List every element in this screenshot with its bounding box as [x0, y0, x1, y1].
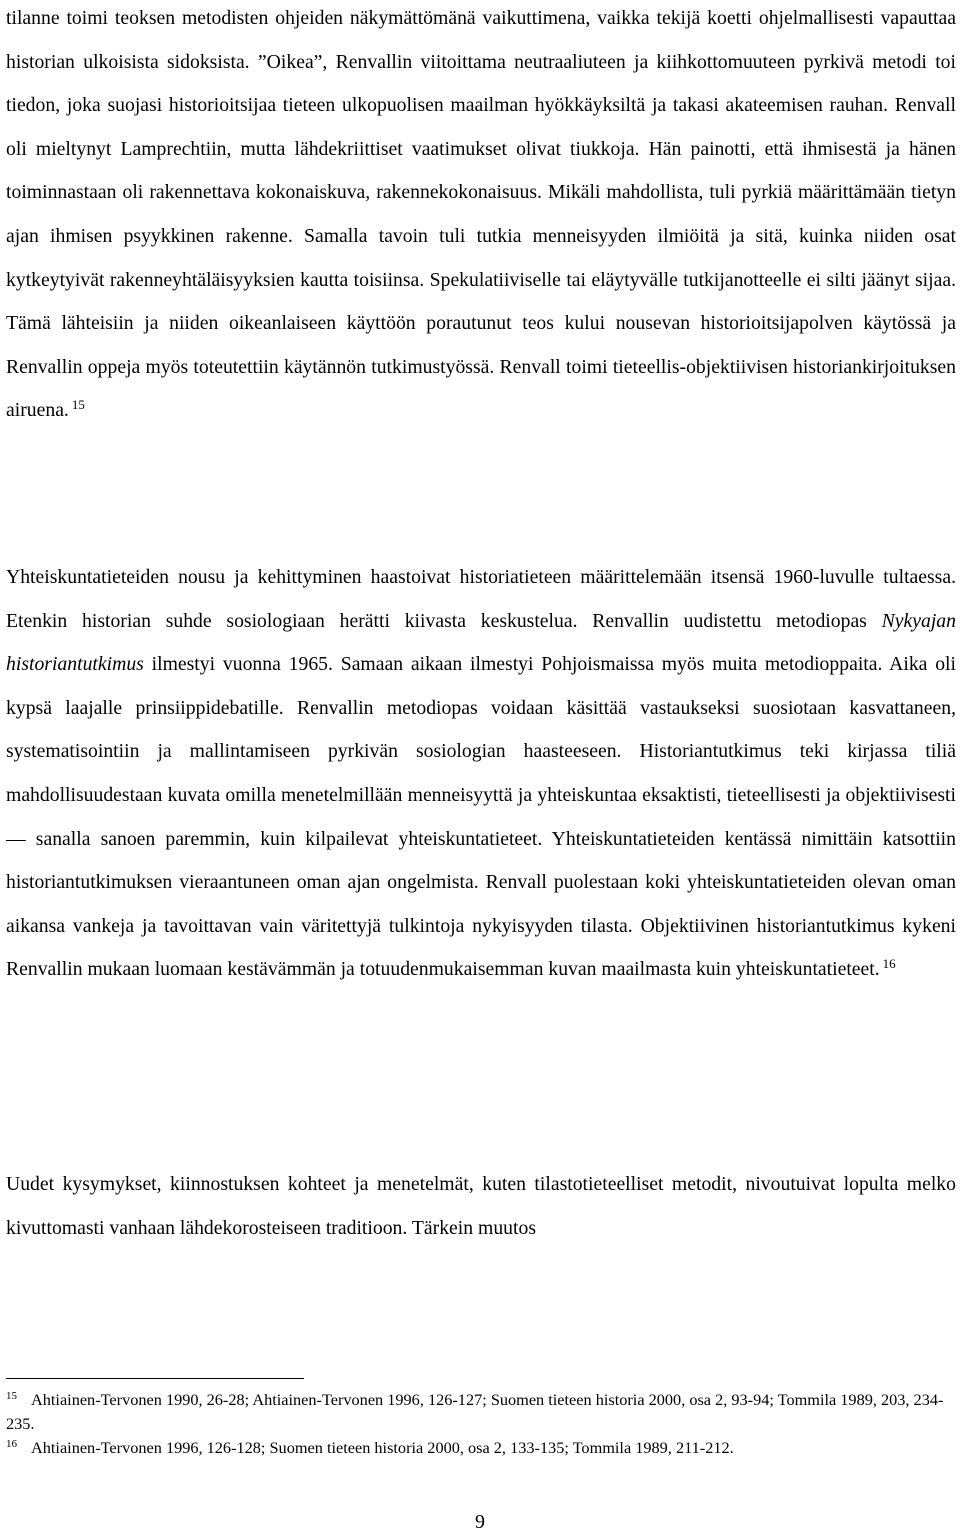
footnote-15 — [6, 1388, 954, 1436]
footnote-text: Ahtiainen-Tervonen 1996, 126-128; Suomen tieteen historia 2000, osa 2, 133-135; Tommila 1989, 211-212. — [31, 1438, 734, 1457]
paragraph-2-text-a: Yhteiskuntatieteiden nousu ja kehittyminen haastoivat historiatieteen määrittelemään itsensä 1960-luvulle tultaessa. Etenkin historian suhde sosiologiaan herätti kiivasta keskustelua. Renvallin uudistettu metodiopas — [6, 566, 956, 632]
footnote-ref-15[interactable]: 15 — [71, 396, 85, 412]
book-title: Nykyajan historiantutkimus — [6, 609, 956, 676]
paragraph-3-text: Uudet kysymykset, kiinnostuksen kohteet ja menetelmät, kuten tilastotieteelliset metodit, nivoutuivat lopulta melko kivuttomasti vanhaan lähdekorosteiseen traditioon. Tärkein muutos — [6, 1173, 956, 1239]
footnote-number: 15 — [6, 1389, 17, 1402]
footnote-number: 16 — [6, 1437, 17, 1450]
footnote-ref-16[interactable]: 16 — [882, 955, 896, 971]
paragraph-3 — [6, 1163, 956, 1250]
footnote-text: Ahtiainen-Tervonen 1990, 26-28; Ahtiainen-Tervonen 1996, 126-127; Suomen tieteen historia 2000, osa 2, 93-94; Tommila 1989, 203, 234-235. — [6, 1390, 944, 1433]
paragraph-1-text: tilanne toimi teoksen metodisten ohjeiden näkymättömänä vaikuttimena, vaikka tekijä koetti ohjelmallisesti vapauttaa historian ulkoisista sidoksista. ”Oikea”, Renvallin viitoittama neutraaliuteen ja kiihkottomuuteen pyrkivä metodi toi tiedon, joka suojasi historioitsijaa tieteen ulkopuolisen maailman hyökkäyksiltä ja takasi akateemisen rauhan. Renvall oli mieltynyt Lamprechtiin, mutta lähdekriittiset vaatimukset olivat tiukkoja. Hän painotti, että ihmisestä ja hänen toiminnastaan oli rakennettava kokonaiskuva, rakennekokonaisuus. Mikäli mahdollista, tuli pyrkiä määrittämään tietyn ajan ihmisen psyykkinen rakenne. Samalla tavoin tuli tutkia menneisyyden ilmiöitä ja sitä, kuinka niiden osat kytkeytyivät rakenneyhtäläisyyksien kautta toisiinsa. Spekulatiiviselle tai eläytyvälle tutkijanotteelle ei silti jäänyt sijaa. Tämä lähteisiin ja niiden oikeanlaiseen käyttöön porautunut teos kului nousevan historioitsijapolven käytössä ja Renvallin oppeja myös toteutettiin käytännön tutkimustyössä. Renvall toimi tieteellis-objektiivisen historiankirjoituksen airuena. — [6, 7, 956, 422]
paragraph-2 — [6, 556, 956, 992]
paragraph-1 — [6, 0, 956, 433]
footnote-16 — [6, 1436, 954, 1460]
paragraph-2-text-b: ilmestyi vuonna 1965. Samaan aikaan ilmestyi Pohjoismaissa myös muita metodioppaita. Aika oli kypsä laajalle prinsiippidebatille. Renvallin metodiopas voidaan käsittää vastaukseksi suosiotaan kasvattaneen, systematisointiin ja mallintamiseen pyrkivän sosiologian haasteeseen. Historiantutkimus teki kirjassa tiliä mahdollisuudestaan kuvata omilla menetelmillään menneisyyttä ja yhteiskuntaa eksaktisti, tieteellisesti ja objektiivisesti — sanalla sanoen paremmin, kuin kilpailevat yhteiskuntatieteet. Yhteiskuntatieteiden kentässä nimittäin katsottiin historiantutkimuksen vieraantuneen oman ajan ongelmista. Renvall puolestaan koki yhteiskuntatieteiden olevan oman aikansa vankeja ja tavoittavan vain väritettyjä tulkintoja nykyisyyden tilasta. Objektiivinen historiantutkimus kykeni Renvallin mukaan luomaan kestävämmän ja totuudenmukaisemman kuvan maailmasta kuin yhteiskuntatieteet. — [6, 653, 956, 981]
footnote-separator — [6, 1378, 304, 1379]
footnotes — [6, 1388, 954, 1460]
page-number: 9 — [475, 1511, 485, 1533]
